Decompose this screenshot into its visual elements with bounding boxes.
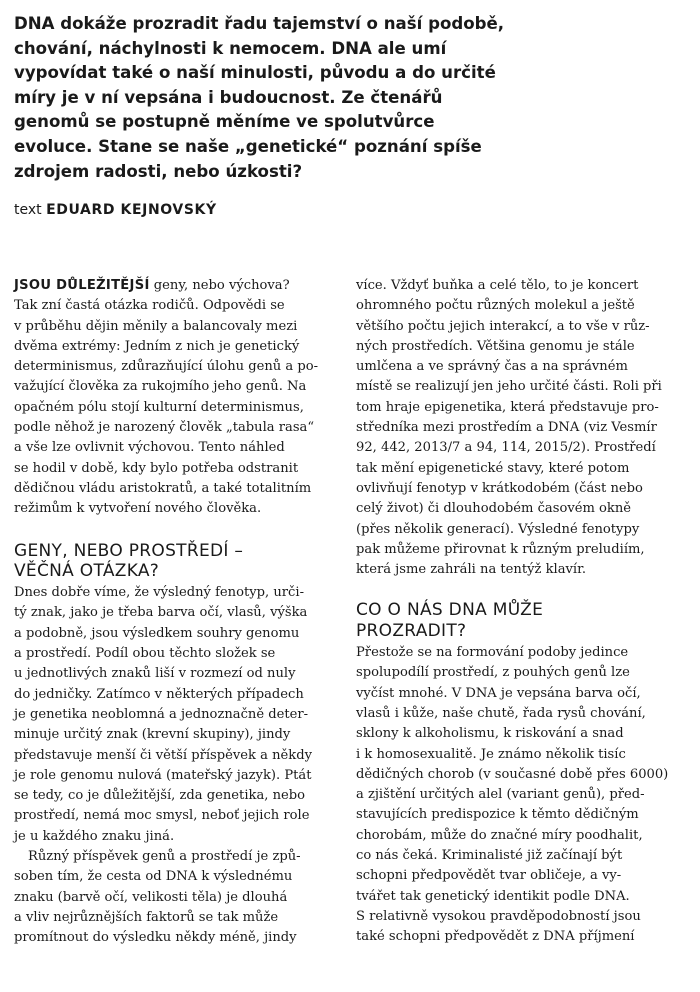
paragraph-line: (přes několik generací). Výsledné fenotypy bbox=[356, 521, 640, 537]
paragraph-line: představuje menší či větší příspěvek a někdy bbox=[14, 747, 312, 763]
paragraph-line bbox=[14, 276, 344, 296]
paragraph-line: místě se realizují jen jeho určité části. Roli při bbox=[356, 379, 662, 395]
lead-line: vypovídat také o naší minulosti, původu a do určité bbox=[14, 63, 496, 83]
paragraph-line: Různý příspěvek genů a prostředí je způ- bbox=[28, 849, 301, 865]
paragraph-line: umlčena a ve správný čas a na správném bbox=[356, 359, 628, 375]
paragraph-line: se tedy, co je důležitější, zda genetika, nebo bbox=[14, 788, 306, 804]
paragraph-line: dvěma extrémy: Jedním z nich je genetický bbox=[14, 338, 300, 354]
paragraph-line: tvářet tak genetický identikit podle DNA. bbox=[356, 888, 630, 904]
paragraph-line: determinismus, zdůrazňující úlohu genů a po- bbox=[14, 359, 319, 375]
paragraph-line: více. Vždyť buňka a celé tělo, to je koncert bbox=[356, 278, 639, 293]
paragraph-line: dědičných chorob (v současné době přes 6000) bbox=[356, 766, 669, 782]
paragraph-line: stavujících predispozice k těmto dědičným bbox=[356, 807, 639, 823]
paragraph-line: většího počtu jejich interakcí, a to vše v růz- bbox=[356, 318, 650, 334]
paragraph-line: chorobám, může do značné míry poodhalit, bbox=[356, 827, 643, 843]
heading-line: PROZRADIT? bbox=[356, 620, 467, 641]
byline-prefix: text bbox=[14, 202, 42, 218]
left-column bbox=[14, 276, 344, 949]
paragraph-line: soben tím, že cesta od DNA k výslednému bbox=[14, 869, 293, 885]
paragraph-text: geny, nebo výchova? bbox=[149, 278, 290, 293]
paragraph-line: a vliv nejrůznějších faktorů se tak může bbox=[14, 909, 279, 925]
paragraph-line: ohromného počtu různých molekul a ještě bbox=[356, 298, 635, 314]
paragraph-line: režimům k vytvoření nového člověka. bbox=[14, 501, 262, 517]
paragraph-line: Dnes dobře víme, že výsledný fenotyp, urči- bbox=[14, 585, 304, 601]
paragraph-line: vyčíst mnohé. V DNA je vepsána barva očí, bbox=[356, 685, 641, 701]
paragraph-line: Tak zní častá otázka rodičů. Odpovědi se bbox=[14, 298, 285, 314]
paragraph-line: tak mění epigenetické stavy, které potom bbox=[356, 460, 630, 476]
paragraph-line: schopni předpovědět tvar obličeje, a vy- bbox=[356, 868, 622, 884]
paragraph-line: važující člověka za rukojmího jeho genů. Na bbox=[14, 379, 307, 395]
paragraph-line: Přestože se na formování podoby jedince bbox=[356, 645, 629, 661]
paragraph-line: spolupodílí prostředí, z pouhých genů lze bbox=[356, 665, 630, 681]
author-name: EDUARD KEJNOVSKÝ bbox=[46, 202, 217, 218]
paragraph-line: středníka mezi prostředím a DNA (viz Vesmír bbox=[356, 420, 657, 436]
byline bbox=[14, 202, 217, 218]
section-heading bbox=[14, 541, 344, 582]
paragraph-line: tom hraje epigenetika, která představuje pro- bbox=[356, 399, 659, 415]
lead-paragraph bbox=[14, 12, 534, 184]
paragraph-line: i k homosexualitě. Je známo několik tisíc bbox=[356, 746, 626, 762]
paragraph-line: v průběhu dějin měnily a balancovaly mezi bbox=[14, 318, 298, 334]
heading-line: VĚČNÁ OTÁZKA? bbox=[14, 560, 160, 581]
paragraph-line: opačném pólu stojí kulturní determinismus, bbox=[14, 399, 304, 415]
paragraph-line: a podobně, jsou výsledkem souhry genomu bbox=[14, 625, 300, 641]
paragraph-line: také schopni předpovědět z DNA příjmení bbox=[356, 929, 635, 945]
paragraph-line: podle něhož je narozený člověk „tabula rasa“ bbox=[14, 420, 315, 436]
lead-line: evoluce. Stane se naše „genetické“ poznání spíše bbox=[14, 136, 482, 156]
paragraph-line: promítnout do výsledku někdy méně, jindy bbox=[14, 930, 297, 946]
paragraph-line: minuje určitý znak (krevní skupiny), jindy bbox=[14, 727, 291, 743]
paragraph-line: a prostředí. Podíl obou těchto složek se bbox=[14, 646, 276, 662]
paragraph-line: je genetika neoblomná a jednoznačně deter- bbox=[14, 706, 309, 722]
heading-line: CO O NÁS DNA MŮŽE bbox=[356, 600, 544, 621]
paragraph-line: je role genomu nulová (mateřský jazyk). Ptát bbox=[14, 767, 312, 783]
paragraph-line: celý život) či dlouhodobém časovém okně bbox=[356, 501, 632, 517]
lead-line: míry je v ní vepsána i budoucnost. Ze čtenářů bbox=[14, 87, 443, 107]
lead-line: zdrojem radosti, nebo úzkosti? bbox=[14, 161, 303, 181]
paragraph-line: prostředí, nemá moc smysl, neboť jejich role bbox=[14, 808, 310, 824]
paragraph-lead-in: JSOU DŮLEŽITĚJŠÍ bbox=[14, 278, 150, 293]
paragraph-line: ovlivňují fenotyp v krátkodobém (část nebo bbox=[356, 480, 643, 496]
paragraph-line: dědičnou vládu aristokratů, a také totalitním bbox=[14, 480, 312, 496]
paragraph-line: se hodil v době, kdy bylo potřeba odstranit bbox=[14, 460, 299, 476]
paragraph-line: a vše lze ovlivnit výchovou. Tento náhled bbox=[14, 440, 285, 456]
paragraph-line: u jednotlivých znaků liší v rozmezí od nuly bbox=[14, 666, 296, 682]
paragraph-line: do jedničky. Zatímco v některých případech bbox=[14, 686, 304, 702]
lead-line: genomů se postupně měníme ve spolutvůrce bbox=[14, 112, 435, 132]
right-column bbox=[356, 276, 686, 948]
paragraph-line: a zjištění určitých alel (variant genů), před- bbox=[356, 787, 645, 803]
paragraph-line: tý znak, jako je třeba barva očí, vlasů, výška bbox=[14, 605, 308, 621]
paragraph-line: vlasů i kůže, naše chutě, řada rysů chování, bbox=[356, 705, 646, 721]
paragraph-line: znaku (barvě očí, velikosti těla) je dlouhá bbox=[14, 889, 288, 905]
lead-line: DNA dokáže prozradit řadu tajemství o naší podobě, bbox=[14, 14, 505, 33]
paragraph-line: S relativně vysokou pravděpodobností jsou bbox=[356, 908, 641, 924]
paragraph-line: sklony k alkoholismu, k riskování a snad bbox=[356, 726, 624, 742]
paragraph-line: 92, 442, 2013/7 a 94, 114, 2015/2). Prostředí bbox=[356, 440, 656, 456]
heading-line: GENY, NEBO PROSTŘEDÍ – bbox=[14, 540, 244, 561]
paragraph-line: ných prostředích. Většina genomu je stále bbox=[356, 338, 635, 354]
lead-line: chování, náchylnosti k nemocem. DNA ale umí bbox=[14, 38, 447, 58]
section-heading bbox=[356, 600, 686, 641]
paragraph-line: je u každého znaku jiná. bbox=[14, 828, 175, 844]
paragraph-line: která jsme zahráli na tentýž klavír. bbox=[356, 562, 587, 578]
paragraph-line: co nás čeká. Kriminalisté již začínají být bbox=[356, 848, 623, 864]
paragraph-line: pak můžeme přirovnat k různým preludiím, bbox=[356, 541, 645, 557]
